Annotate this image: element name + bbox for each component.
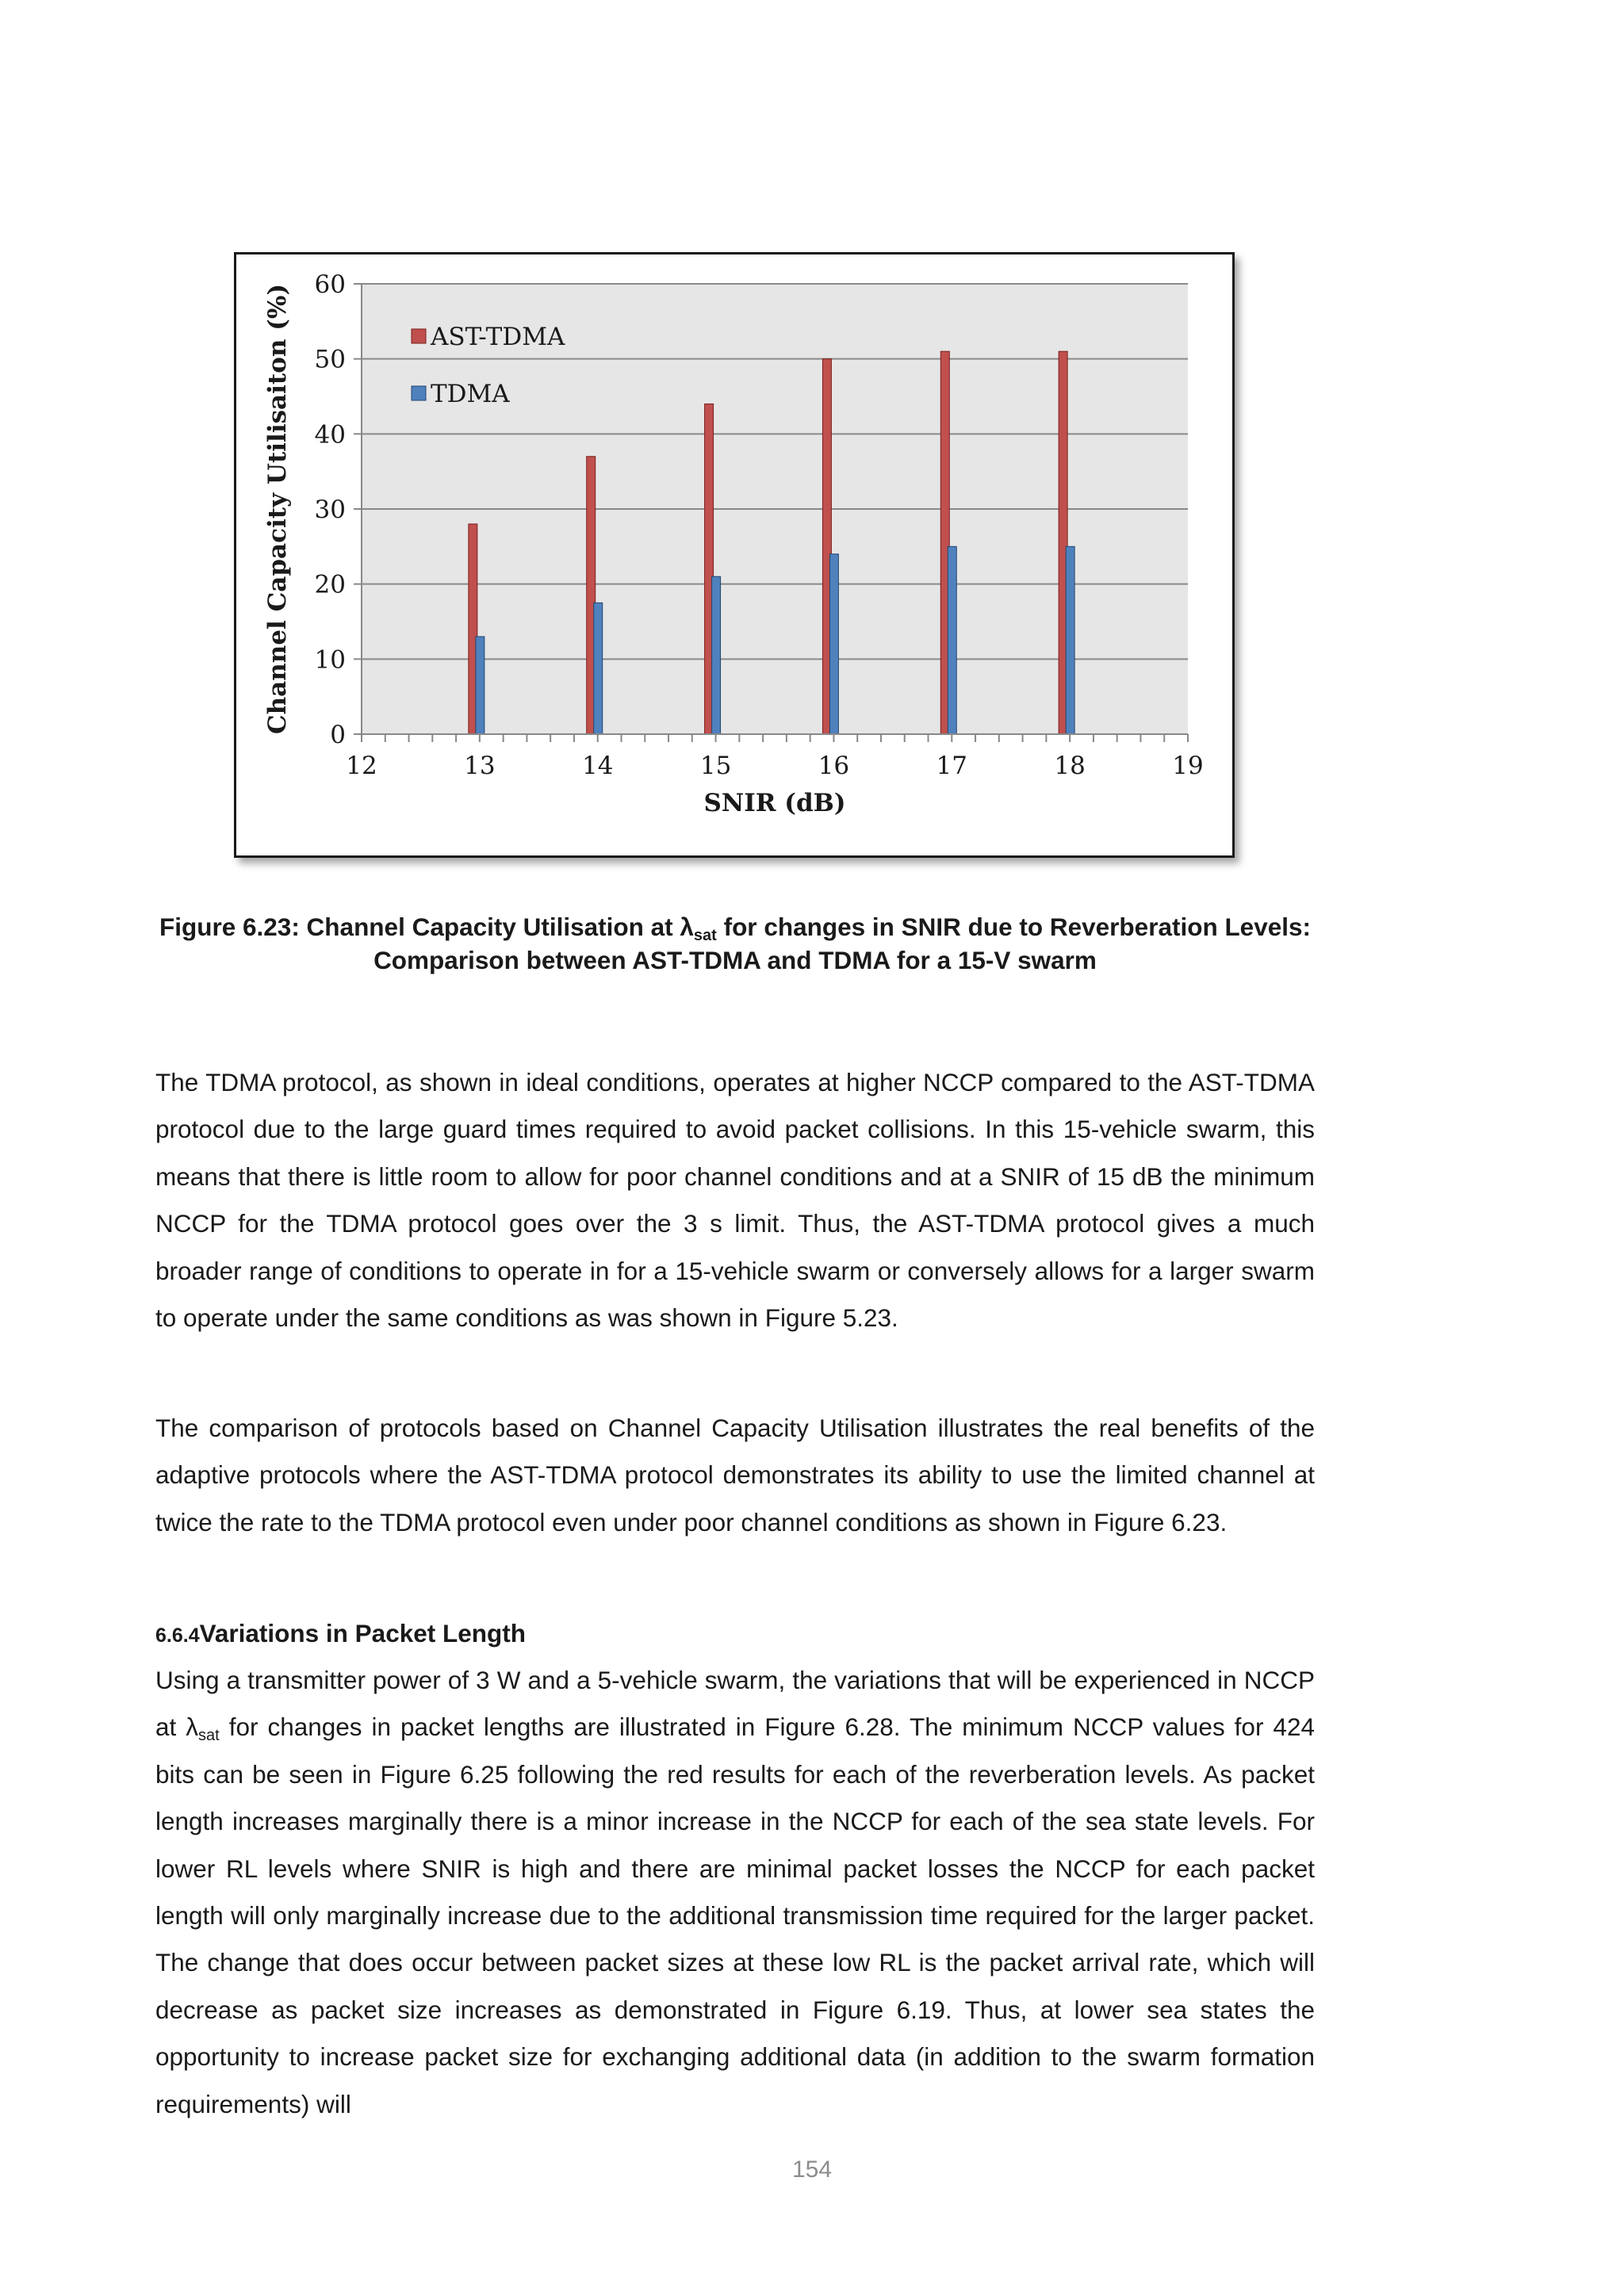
x-tick-label: 17 (936, 752, 968, 780)
paragraph-2: The comparison of protocols based on Channel Capacity Utilisation illustrates the real benefits of the adaptive protocols where the AST-TDMA protocol demonstrates its ability to use the limited channel at twice the rate to the TDMA protocol even under poor channel conditions as shown in Figure 6.23. (155, 1414, 1315, 1536)
x-tick-label: 13 (464, 752, 496, 780)
y-tick-label: 20 (314, 570, 346, 599)
caption-suffix: for changes in SNIR due to Reverberation Levels: Comparison between AST-TDMA and TDMA for a 15-V swarm (373, 913, 1311, 974)
bar-tdma-14 (594, 603, 603, 734)
x-axis-label: SNIR (dB) (703, 789, 846, 817)
bar-tdma-18 (1066, 546, 1074, 734)
paragraph-3-pre: Using a transmitter power of 3 W and a 5-vehicle swarm, the variations that will be experienced in NCCP at λ (155, 1666, 1315, 1742)
section-title: Variations in Packet Length (199, 1619, 526, 1647)
y-tick-label: 0 (330, 721, 346, 749)
y-tick-label: 50 (314, 345, 346, 374)
figure-chart (234, 252, 1235, 858)
x-tick-label: 19 (1172, 752, 1204, 780)
y-axis-label: Channel Capacity Utilisaiton (%) (263, 283, 292, 735)
y-tick-label: 60 (314, 270, 346, 299)
bar-tdma-13 (476, 637, 485, 734)
paragraph-1: The TDMA protocol, as shown in ideal conditions, operates at higher NCCP compared to the AST-TDMA protocol due to the large guard times required to avoid packet collisions. In this 15-vehicle swarm, this means that there is little room to allow for poor channel conditions and at a SNIR of 15 dB the minimum NCCP for the TDMA protocol goes over the 3 s limit. Thus, the AST-TDMA protocol gives a much broader range of conditions to operate in for a 15-vehicle swarm or conversely allows for a larger swarm to operate under the same conditions as was shown in Figure 5.23. (155, 1068, 1315, 1333)
bar-tdma-16 (829, 554, 838, 734)
bar-chart (236, 254, 1232, 855)
y-tick-label: 10 (314, 645, 346, 675)
caption-prefix: Figure 6.23: Channel Capacity Utilisation at λ (159, 913, 694, 941)
legend-label: TDMA (431, 380, 510, 408)
x-tick-label: 12 (346, 752, 377, 780)
caption-subscript: sat (693, 927, 717, 944)
x-tick-label: 16 (818, 752, 850, 780)
legend-swatch-ast-tdma (412, 329, 426, 343)
section-heading (155, 1614, 526, 1655)
x-tick-label: 18 (1054, 752, 1086, 780)
bar-tdma-17 (948, 546, 956, 734)
section-number: 6.6.4 (155, 1624, 200, 1647)
legend-label: AST-TDMA (431, 323, 565, 351)
y-tick-label: 40 (314, 420, 346, 450)
paragraph-3-post: for changes in packet lengths are illustrated in Figure 6.28. The minimum NCCP values for 424 bits can be seen in Figure 6.25 following the red results for each of the reverberation levels. As packet length increases marginally there is a minor increase in the NCCP for each of the sea state levels. For lower RL levels where SNIR is high and there are minimal packet losses the NCCP for each packet length will only marginally increase due to the additional transmission time required for the larger packet. The change that does occur between packet sizes at these low RL is the packet arrival rate, which will decrease as packet size increases as demonstrated in Figure 6.19. Thus, at lower sea states the opportunity to increase packet size for exchanging additional data (in addition to the swarm formation requirements) will (155, 1712, 1315, 2118)
figure-caption (155, 910, 1315, 977)
y-tick-label: 30 (314, 496, 346, 524)
bar-tdma-15 (712, 576, 721, 734)
x-tick-label: 14 (581, 752, 614, 780)
paragraph-3 (155, 1657, 1315, 2128)
x-tick-label: 15 (699, 752, 732, 780)
page-number: 154 (791, 2156, 833, 2183)
legend-swatch-tdma (412, 386, 426, 400)
paragraph-3-subscript: sat (198, 1727, 220, 1745)
